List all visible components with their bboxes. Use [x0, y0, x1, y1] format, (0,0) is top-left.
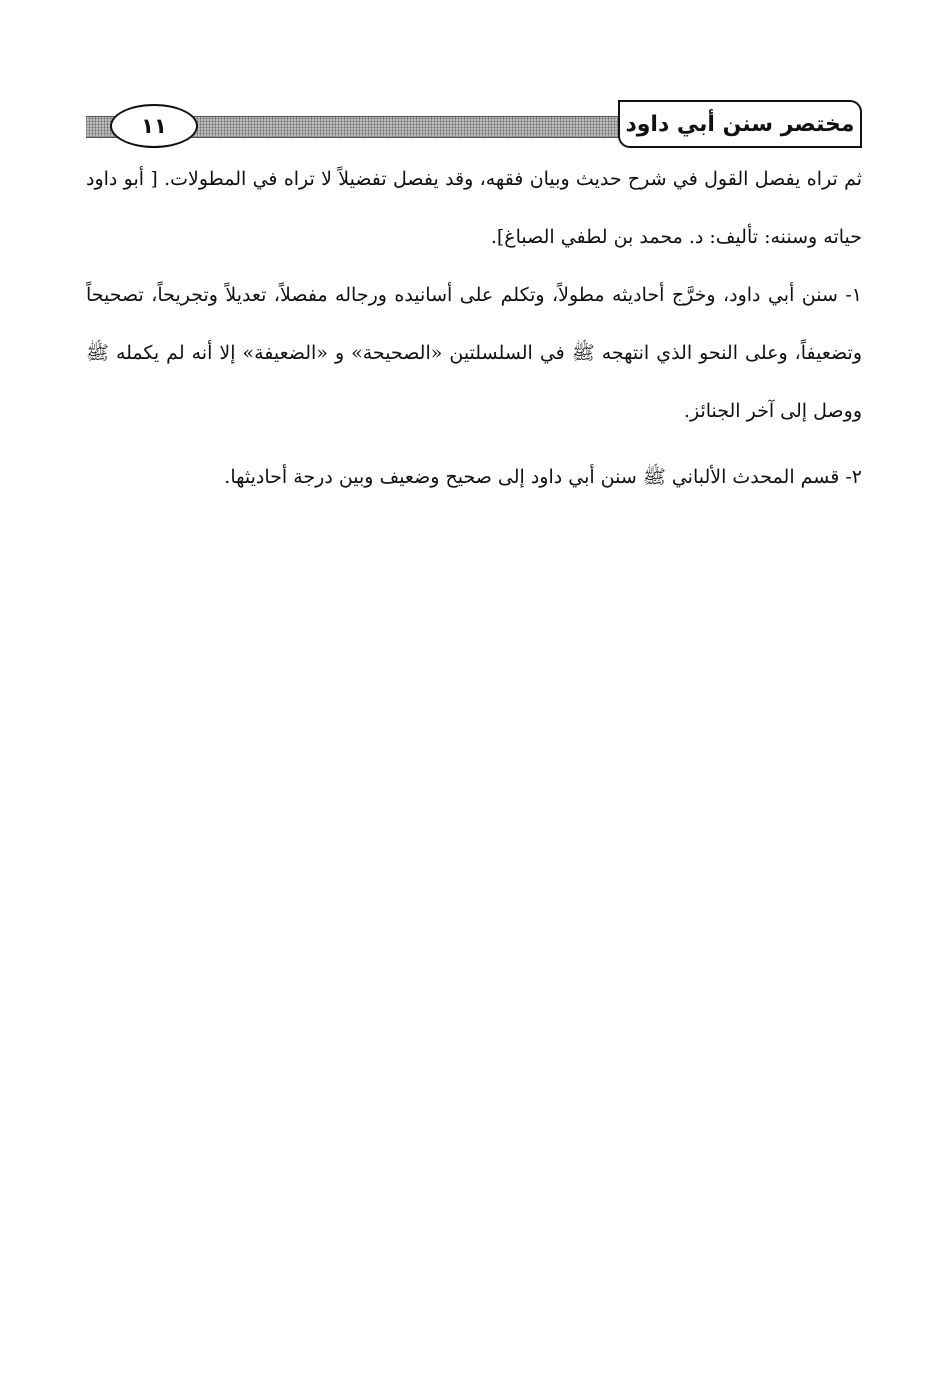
paragraph-1: ثم تراه يفصل القول في شرح حديث وبيان فقهه، وقد يفصل تفضيلاً لا تراه في المطولات. [ أبو داود حياته وسننه: تأليف: د. محمد بن لطفي الصباغ].: [86, 168, 862, 248]
page-header: [86, 100, 862, 152]
paragraph-2: ١- سنن أبي داود، وخرَّج أحاديثه مطولاً، وتكلم على أسانيده ورجاله مفصلاً، تعديلاً وتجريحاً، تصحيحاً وتضعيفاً، وعلى النحو الذي انتهجه ﷺ في السلسلتين «الصحيحة» و «الضعيفة» إلا أنه لم يكمله ﷺ ووصل إلى آخر الجنائز.: [86, 284, 862, 422]
book-title: مختصر سنن أبي داود: [618, 100, 862, 148]
page-number: ١١: [110, 104, 198, 148]
page-body: [86, 150, 862, 514]
paragraph-3: ٢- قسم المحدث الألباني ﷺ سنن أبي داود إلى صحيح وضعيف وبين درجة أحاديثها.: [224, 466, 862, 488]
